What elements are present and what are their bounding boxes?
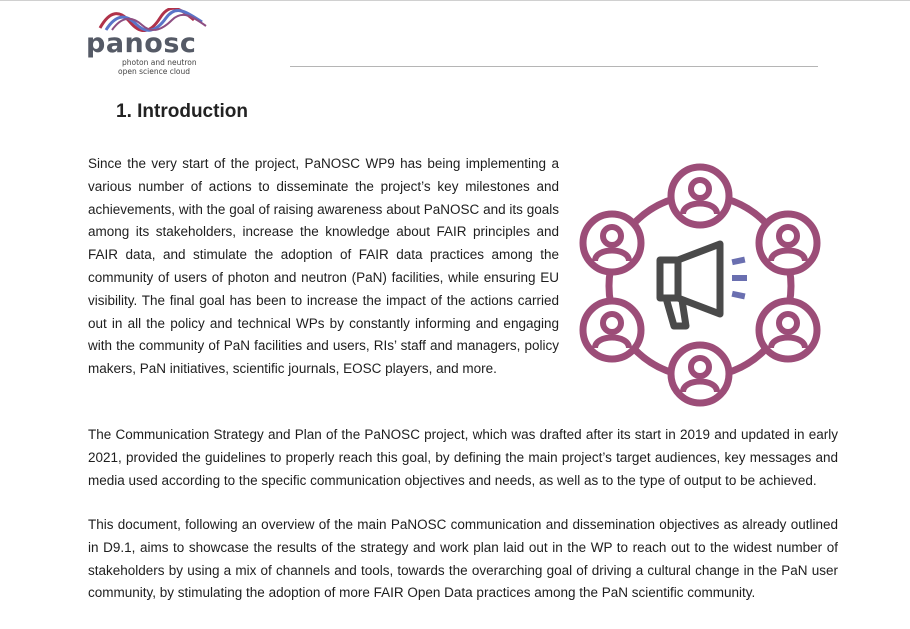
sound-wave-icon bbox=[732, 257, 747, 300]
megaphone-community-icon bbox=[574, 160, 826, 412]
user-avatar-icons bbox=[583, 167, 817, 403]
intro-paragraph-3: This document, following an overview of the main PaNOSC communication and dissemination objectives as already outlined in D9.1, aims to showcase the results of the strategy and work plan laid out in the WP to reach out to the widest number of stakeholders by using a mix of channels and tools, towards the overarching goal of driving a cultural change in the PaN user community, by stimulating the adoption of more FAIR Open Data practices among the PaN scientific community. bbox=[88, 517, 838, 601]
logo-tagline-line2: open science cloud bbox=[118, 67, 191, 76]
logo-wordmark: panosc bbox=[86, 28, 197, 59]
intro-paragraph-2: The Communication Strategy and Plan of the PaNOSC project, which was drafted after its start in 2019 and updated in early 2021, provided the guidelines to properly reach this goal, by defining the main project’s target audiences, key messages and media used according to the specific communication objectives and needs, as well as to the type of output to be achieved. bbox=[88, 427, 838, 488]
megaphone-icon bbox=[660, 244, 720, 326]
logo-tagline-line1: photon and neutron bbox=[122, 58, 197, 67]
page-top-border bbox=[0, 0, 910, 1]
intro-paragraph-1: Since the very start of the project, PaNOSC WP9 has being implementing a various number of actions to disseminate the project’s key milestones and achievements, with the goal of raising awareness about PaNOSC and its goals among its stakeholders, increase the knowledge about FAIR principles and FAIR data, and stimulate the adoption of FAIR data practices among the community of users of photon and neutron (PaN) facilities, while ensuring EU visibility. The final goal has been to increase the impact of the actions carried out in all the policy and technical WPs by constantly informing and engaging with the community of PaN facilities and users, RIs’ staff and managers, policy makers, PaN initiatives, scientific journals, EOSC players, and more. bbox=[88, 156, 559, 377]
panosc-logo bbox=[84, 8, 234, 78]
header-divider bbox=[290, 66, 818, 67]
section-heading: 1. Introduction bbox=[116, 101, 248, 122]
